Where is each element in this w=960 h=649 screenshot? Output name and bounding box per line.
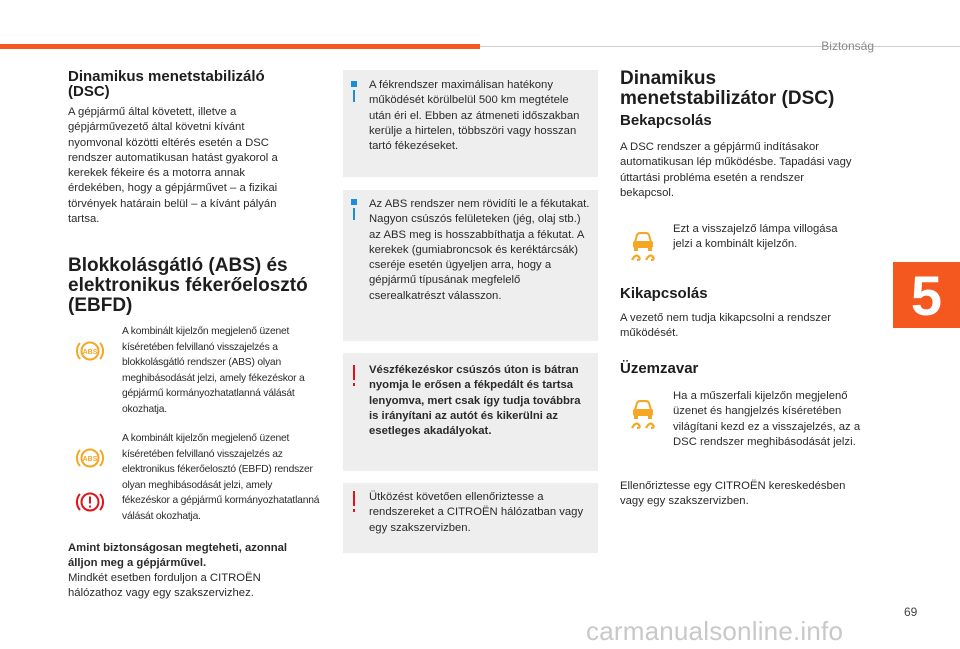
fault-advice-text: Ellenőriztesse egy CITROËN kereskedésben vagy egy szakszervizben. <box>620 480 846 508</box>
stop-advice: Amint biztonságosan megteheti, azonnal álljon meg a gépjárművel. <box>68 542 288 570</box>
abs-warning-icon <box>75 337 105 365</box>
page-number: 69 <box>904 605 918 619</box>
info-box-braking <box>343 70 598 177</box>
warning-box-emergency <box>343 353 598 471</box>
activation-lamp-text: Ezt a visszajelző lámpa villogása jelzi a kombinált kijelzőn. <box>673 223 838 251</box>
chapter-tab: 5 <box>893 262 960 328</box>
warning-icon <box>353 365 355 380</box>
info-icon <box>351 199 357 205</box>
deactivation-heading: Kikapcsolás <box>620 285 708 302</box>
info-text-abs: Az ABS rendszer nem rövidíti le a fékutakat. Nagyon csúszós felületeken (jég, olaj stb.) az ABS meg is hosszabbíthatja a fékutat. A kerekek (gumiabroncsok és keréktárcsák) cseréje esetén ügyeljen arra, hogy a gépjármű típusának megfelelő cserealkatrészt válasszon. <box>369 198 590 302</box>
activation-text: A DSC rendszer a gépjármű indításakor automatikusan lép működésbe. Tapadási vagy úttartási probléma esetén a rendszer bekapcsol. <box>620 141 852 199</box>
svg-text:ABS: ABS <box>82 349 98 356</box>
abs-lamp-text: A kombinált kijelzőn megjelenő üzenet kíséretében felvillanó visszajelzés a blokkolásgátló rendszer (ABS) olyan meghibásodását jelzi, amely fékezéskor a gépjármű kormányozhatatlanná válását okozhatja. <box>122 326 305 415</box>
stop-advice-text: Mindkét esetben forduljon a CITROËN hálózathoz vagy egy szakszervizhez. <box>68 572 261 600</box>
dsc-paragraph: A gépjármű által követett, illetve a gépjárművezető által követni kívánt nyomvonal közötti eltérés esetén a DSC rendszer automatikusan hatást gyakorol a kerekek fékeire és a motorra annak érdekében, hogy a gépjárművet – a fizikai törvények határain belül – a kívánt pályán tartsa. <box>68 106 278 226</box>
left-column <box>68 69 308 99</box>
dsc-skid-icon <box>627 397 659 431</box>
activation-heading: Bekapcsolás <box>620 112 712 129</box>
info-icon <box>351 81 357 87</box>
dsc-main-heading: Dinamikus menetstabilizátor (DSC) <box>620 68 835 109</box>
info-text-braking: A fékrendszer maximálisan hatékony működését körülbelül 500 km megtétele után éri el. Ebben az átmeneti időszakban kerülje a hirtelen, többszöri vagy hosszan tartó fékezéseket. <box>369 79 580 153</box>
warning-text-emergency: Vészfékezéskor csúszós úton is bátran nyomja le erősen a fékpedált és tartsa lenyomva, mert csak így tudja továbbra is irányítani az autót és kikerülni az esetleges akadályokat. <box>369 364 581 438</box>
dsc-heading: Dinamikus menetstabilizáló (DSC) <box>68 68 265 100</box>
fault-heading: Üzemzavar <box>620 360 699 377</box>
warning-icon <box>353 491 355 506</box>
abs-warning-icon <box>75 444 105 472</box>
info-box-abs <box>343 190 598 341</box>
brake-warning-icon <box>75 488 105 516</box>
header-rule <box>480 46 960 47</box>
abs-heading: Blokkolásgátló (ABS) és elektronikus fékerőelosztó (EBFD) <box>68 255 308 316</box>
dsc-skid-icon <box>627 229 659 263</box>
warning-text-collision: Ütközést követően ellenőriztesse a rendszereket a CITROËN hálózatban vagy egy szakszervizben. <box>369 491 584 534</box>
watermark: carmanualsonline.info <box>586 616 844 646</box>
header-accent-bar <box>0 44 480 49</box>
ebfd-lamp-text: A kombinált kijelzőn megjelenő üzenet kíséretében felvillanó visszajelzés az elektronikus fékerőelosztó (EBFD) rendszer olyan meghibásodását jelzi, amely fékezéskor a gépjármű kormányozhatatlanná válását okozhatja. <box>122 433 320 522</box>
deactivation-text: A vezető nem tudja kikapcsolni a rendszer működését. <box>620 312 831 340</box>
fault-lamp-text: Ha a műszerfali kijelzőn megjelenő üzenet és hangjelzés kíséretében világítani kezd ez a visszajelzés, az a DSC rendszer meghibásodását jelzi. <box>673 390 861 448</box>
svg-text:ABS: ABS <box>82 456 98 463</box>
section-title: Biztonság <box>821 39 874 53</box>
warning-box-collision <box>343 483 598 553</box>
